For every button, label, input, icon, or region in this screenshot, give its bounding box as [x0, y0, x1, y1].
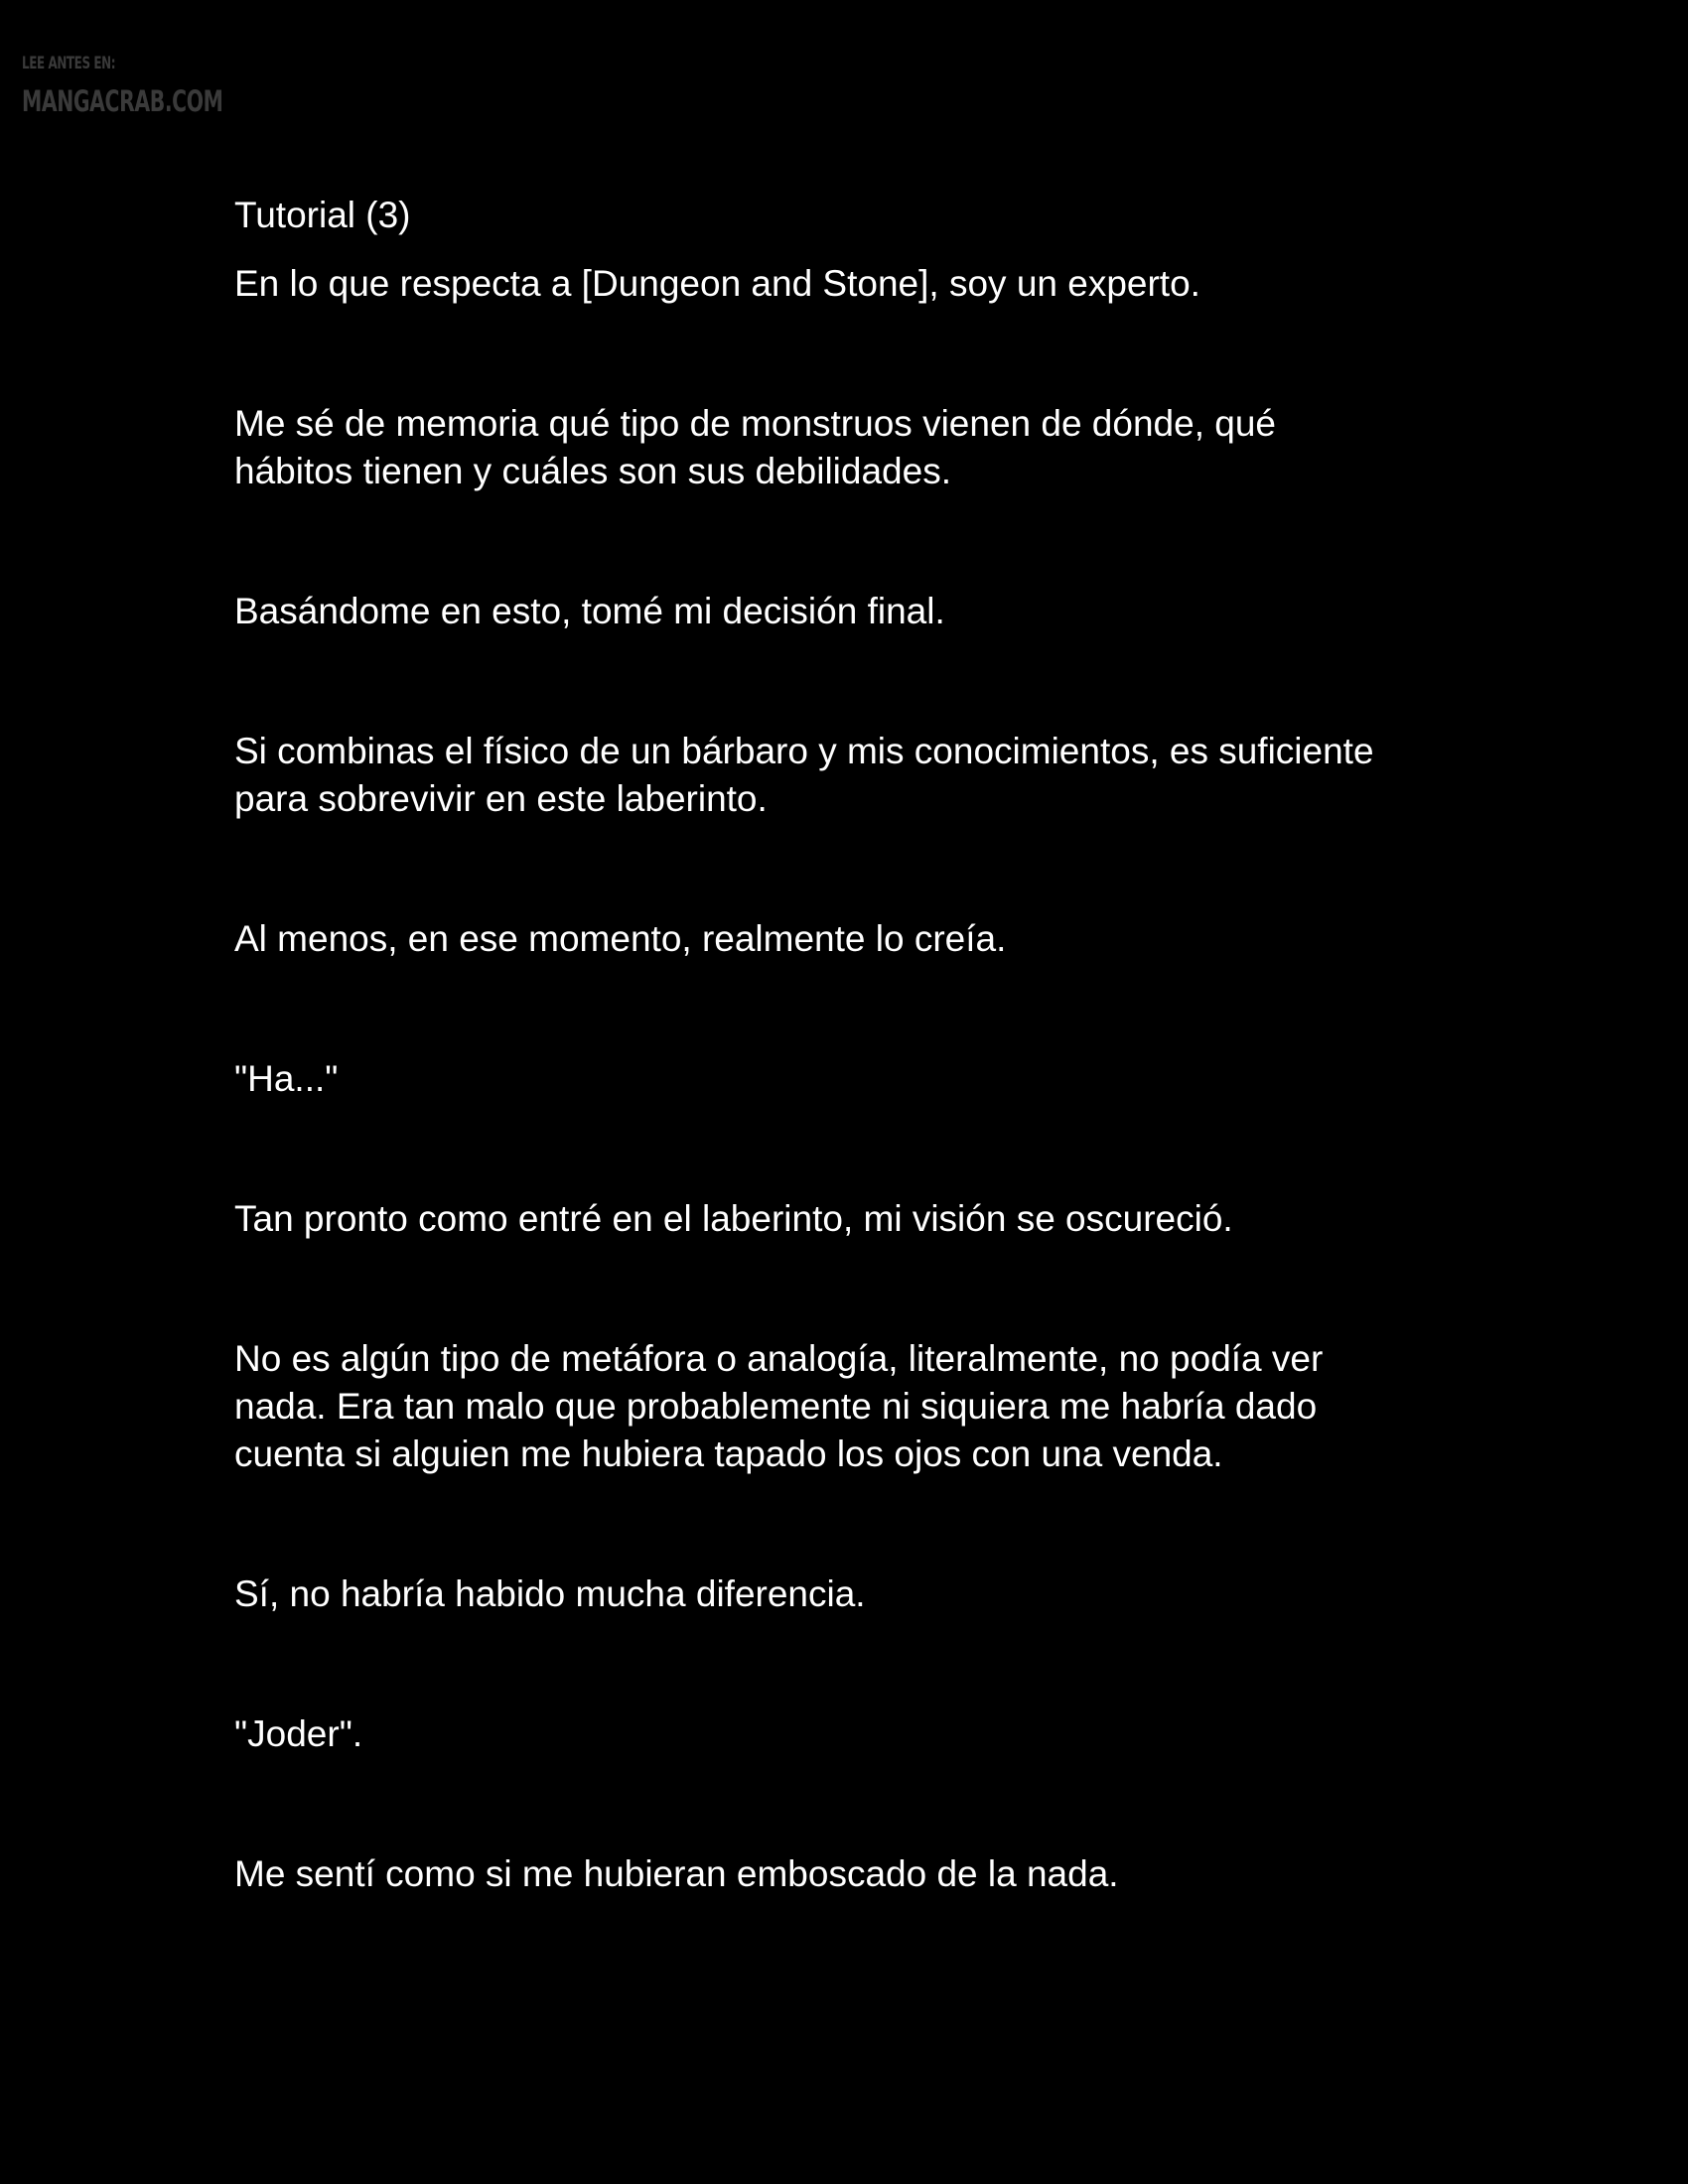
paragraph-line: cuenta si alguien me hubiera tapado los ojos con una venda. — [234, 1433, 1223, 1474]
chapter-title: Tutorial (3) — [234, 195, 411, 235]
paragraph — [234, 588, 1476, 635]
paragraph-line: nada. Era tan malo que probablemente ni siquiera me habría dado — [234, 1386, 1318, 1427]
watermark-line-2: MANGACRAB.COM — [22, 84, 223, 118]
paragraph-line: Tan pronto como entré en el laberinto, mi visión se oscureció. — [234, 1198, 1233, 1239]
paragraph-line: hábitos tienen y cuáles son sus debilidades. — [234, 451, 951, 491]
paragraph-line: Basándome en esto, tomé mi decisión final. — [234, 591, 945, 631]
paragraph — [234, 1850, 1476, 1898]
paragraph-line: Al menos, en ese momento, realmente lo creía. — [234, 918, 1007, 959]
paragraph — [234, 1055, 1476, 1103]
paragraph-line: En lo que respecta a [Dungeon and Stone], soy un experto. — [234, 263, 1200, 304]
watermark — [22, 56, 280, 116]
paragraph-line: Si combinas el físico de un bárbaro y mis conocimientos, es suficiente — [234, 731, 1374, 771]
paragraph — [234, 915, 1476, 963]
paragraph-list — [234, 260, 1476, 1898]
paragraph — [234, 728, 1476, 823]
document-body — [234, 195, 1476, 1990]
watermark-line-1: LEE ANTES EN: — [22, 54, 116, 73]
paragraph-line: No es algún tipo de metáfora o analogía, literalmente, no podía ver — [234, 1338, 1324, 1379]
paragraph-line: "Joder". — [234, 1713, 363, 1754]
paragraph — [234, 400, 1476, 495]
paragraph-line: Sí, no habría habido mucha diferencia. — [234, 1573, 866, 1614]
paragraph — [234, 1570, 1476, 1618]
paragraph-line: Me sentí como si me hubieran emboscado de la nada. — [234, 1853, 1119, 1894]
paragraph — [234, 260, 1476, 308]
paragraph — [234, 1710, 1476, 1758]
paragraph-line: Me sé de memoria qué tipo de monstruos vienen de dónde, qué — [234, 403, 1276, 444]
paragraph — [234, 1195, 1476, 1243]
paragraph-line: para sobrevivir en este laberinto. — [234, 778, 768, 819]
paragraph — [234, 1335, 1476, 1478]
paragraph-line: "Ha..." — [234, 1058, 339, 1099]
